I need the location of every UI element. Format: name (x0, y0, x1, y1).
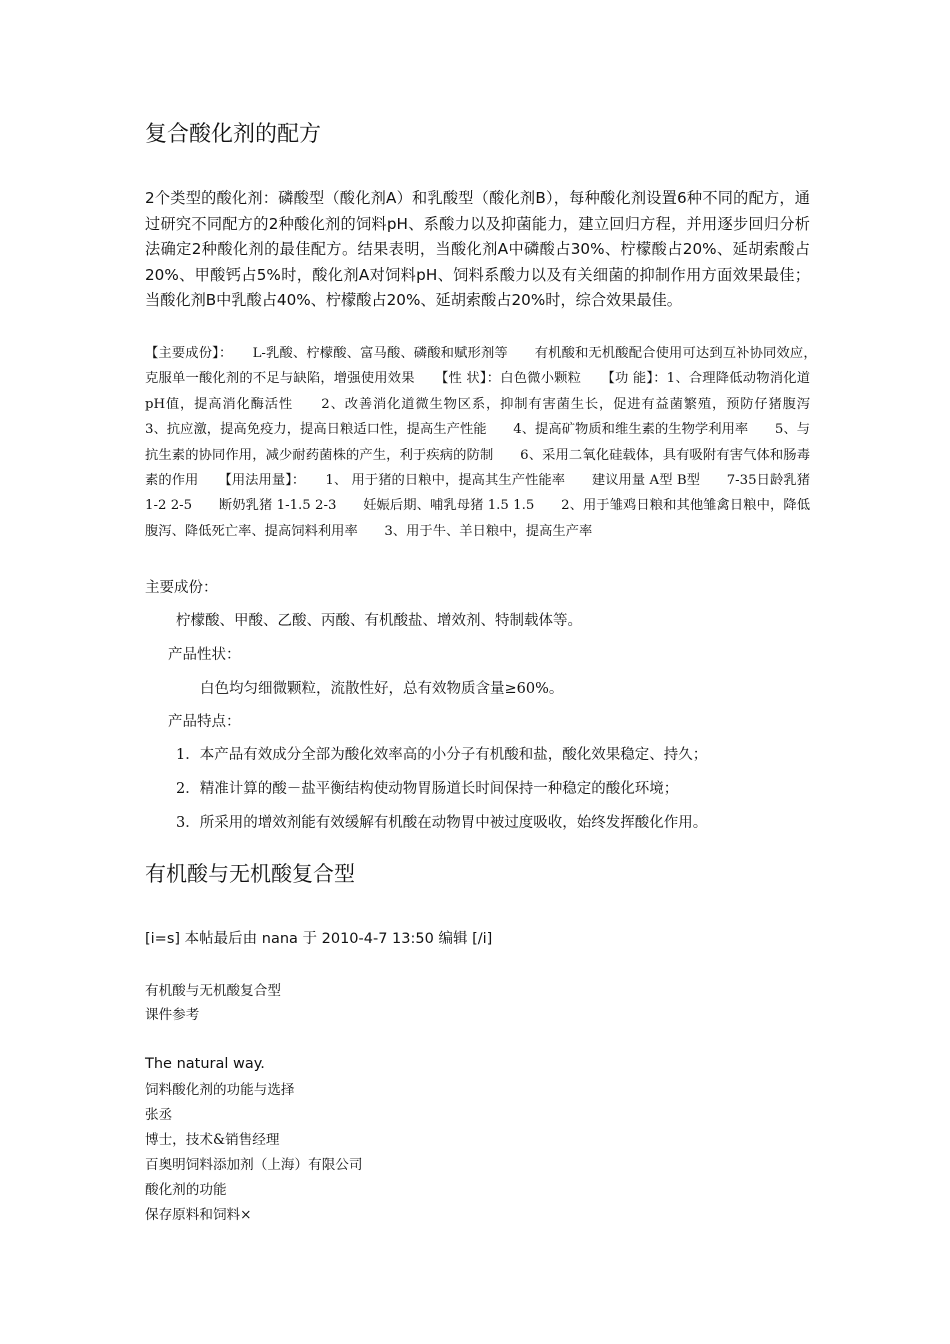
text-line: 博士，技术&销售经理 (145, 1132, 280, 1148)
text-line: 课件参考 (145, 1007, 200, 1023)
section-title: 复合酸化剂的配方 (145, 122, 322, 147)
text-line: 有机酸与无机酸复合型 (145, 983, 281, 999)
composition-text: 柠檬酸、甲酸、乙酸、丙酸、有机酸盐、增效剂、特制载体等。 (176, 613, 582, 629)
text-line: 饲料酸化剂的功能与选择 (145, 1082, 295, 1098)
features-heading: 产品特点： (168, 714, 241, 730)
text-line: 张丞 (145, 1107, 173, 1123)
text-line: 百奥明饲料添加剂（上海）有限公司 (145, 1157, 363, 1173)
edit-note: [i=s] 本帖最后由 nana 于 2010-4-7 13:50 编辑 [/i] (145, 931, 493, 947)
composition-heading: 主要成份： (145, 580, 218, 596)
properties-text: 白色均匀细微颗粒，流散性好，总有效物质含量≥60%。 (200, 681, 564, 697)
text-line: 酸化剂的功能 (145, 1182, 227, 1198)
text-line: 保存原料和饲料× (145, 1207, 252, 1223)
feature-item: 2．精准计算的酸－盐平衡结构使动物胃肠道长时间保持一种稳定的酸化环境； (176, 781, 679, 797)
properties-heading: 产品性状： (168, 647, 241, 663)
english-line: The natural way. (145, 1056, 265, 1072)
feature-item: 1．本产品有效成分全部为酸化效率高的小分子有机酸和盐，酸化效果稳定、持久； (176, 747, 708, 763)
section-title: 有机酸与无机酸复合型 (145, 862, 355, 886)
product-description: 【主要成份】： L-乳酸、柠檬酸、富马酸、磷酸和赋形剂等 有机酸和无机酸配合使用可达到互补协同效应， 克服单一酸化剂的不足与缺陷，增强使用效果 【性 状】：白色微小颗粒 【功 能】：1、合理降低动物消化道pH值，提高消化酶活性 2、改善消化道微生物区系，抑制有害菌生长，促进有益菌繁殖，预防仔猪腹泻 3、抗应激，提高免疫力，提高日粮适口性，提高生产性能 4、提高矿物质和维生素的生物学利用率 5、与抗生素的协同作用，减少耐药菌株的产生，利于疾病的防制 6、采用二氧化硅载体，具有吸附有害气体和肠毒素的作用 【用法用量】： 1、 用于猪的日粮中，提高其生产性能率 建议用量 A型 B型 7-35日龄乳猪 1-2 2-5 断奶乳猪 1-1.5 2-3 妊娠后期、哺乳母猪 1.5 1.5 2、用于雏鸡日粮和其他雏禽日粮中，降低腹泻、降低死亡率、提高饲料利用率 3、用于牛、羊日粮中，提高生产率 (145, 346, 837, 539)
feature-item: 3．所采用的增效剂能有效缓解有机酸在动物胃中被过度吸收，始终发挥酸化作用。 (176, 815, 708, 831)
intro-paragraph: 2个类型的酸化剂：磷酸型（酸化剂A）和乳酸型（酸化剂B），每种酸化剂设置6种不同的配方，通过研究不同配方的2种酸化剂的饲料pH、系酸力以及抑菌能力，建立回归方程，并用逐步回归分析法确定2种酸化剂的最佳配方。结果表明，当酸化剂A中磷酸占30%、柠檬酸占20%、延胡索酸占20%、甲酸钙占5%时，酸化剂A对饲料pH、饲料系酸力以及有关细菌的抑制作用方面效果最佳；当酸化剂B中乳酸占40%、柠檬酸占20%、延胡索酸占20%时，综合效果最佳。 (145, 189, 810, 310)
